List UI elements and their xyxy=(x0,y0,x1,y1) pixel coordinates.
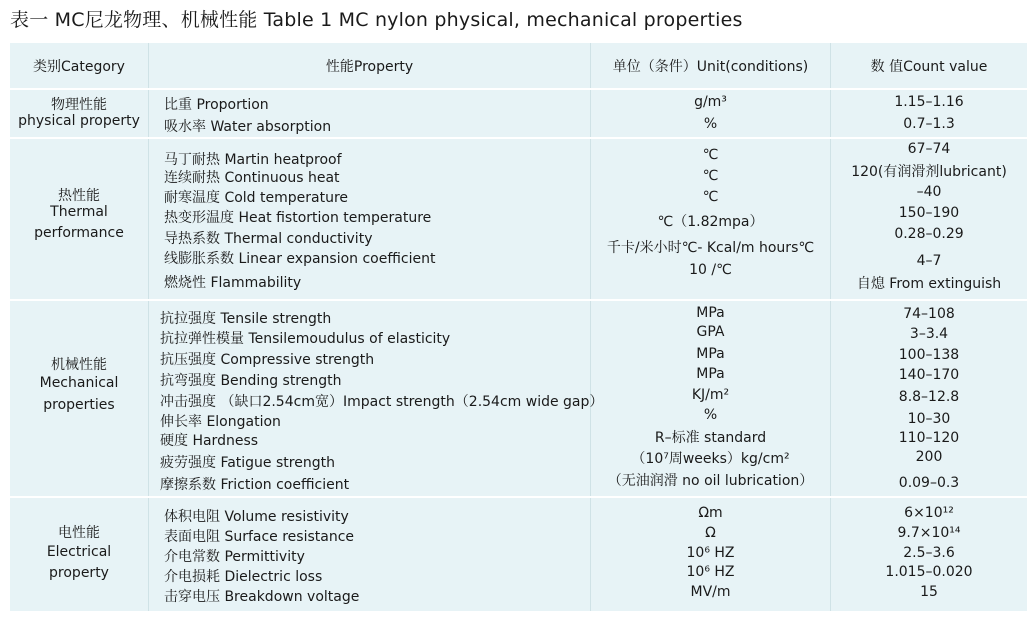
list-item: 疲劳强度 Fatigue strength xyxy=(160,455,335,471)
row-divider xyxy=(10,88,1027,90)
header-category: 类别Category xyxy=(33,59,125,75)
list-item: 140–170 xyxy=(898,367,960,383)
list-item: 抗拉弹性模量 Tensilemoudulus of elasticity xyxy=(160,331,451,347)
list-item: 摩擦系数 Friction coefficient xyxy=(160,477,350,493)
list-item: 67–74 xyxy=(907,141,951,157)
list-item: 120(有润滑剂lubricant) xyxy=(851,164,1007,180)
list-item: 6×10¹² xyxy=(904,505,954,521)
list-item: 表面电阻 Surface resistance xyxy=(164,529,355,545)
list-item: ℃ xyxy=(702,189,719,205)
list-item: 8.8–12.8 xyxy=(898,389,960,405)
list-item: ℃ xyxy=(702,147,719,163)
list-item: 15 xyxy=(920,584,938,600)
row-divider xyxy=(10,137,1027,139)
list-item: 200 xyxy=(915,449,943,465)
list-item: 110–120 xyxy=(898,430,960,446)
list-item: 冲击强度 （缺口2.54cm宽）Impact strength（2.54cm wide gap） xyxy=(160,394,604,410)
list-item: 0.7–1.3 xyxy=(903,116,955,132)
list-item: 3–3.4 xyxy=(909,326,949,342)
list-item: 0.28–0.29 xyxy=(894,226,964,242)
list-item: g/m³ xyxy=(694,94,727,110)
properties-table: 类别Category 性能Property 单位（条件）Unit(conditions) 数 值Count value 物理性能 physical property 比重 Proportion 吸水率 Water absorption g/m³ % 1.15–1.16 0.7–1.3 热性能 Thermal performance 马丁耐热 Martin heatproof 连续耐热 Continuous heat 耐寒温度 Cold temperature 热变形温度 Heat fistortion temperature 导热系数 Thermal conductivity 线膨胀系数 Linear expansion coefficient 燃烧性 Flammability ℃ ℃ ℃ ℃（1.82mpa） 千卡/米小时℃- Kcal/m hours℃ 10 /℃ 67–74 120(有润滑剂lubricant) –40 150–190 0.28–0.29 4–7 自熄 From extinguish 机械性能 Mechanical properties 抗拉强度 Tensile strength 抗拉弹性模量 Tensilemoudulus of elasticity 抗压强度 Compressive strength 抗弯强度 Bending strength 冲击强度 （缺口2.54cm宽）Impact strength（2.54cm wide gap） 伸长率 Elongation 硬度 Hardness 疲劳强度 Fatigue strength 摩擦系数 Friction coefficient MPa GPA MPa MPa KJ/m² % R–标准 standard （10⁷周weeks）kg/cm² （无油润滑 no oil lubrication） 74–108 3–3.4 100–138 140–170 8.8–12.8 10–30 110–120 200 0.09–0.3 电性能 Electrical property 体积电阻 Volume resistivity 表面电阻 Surface resistance 介电常数 Permittivity 介电损耗 Dielectric loss 击穿电压 Breakdown voltage Ωm Ω 10⁶ HZ 10⁶ HZ MV/m 6×10¹² 9.7×10¹⁴ 2.5–3.6 1.015–0.020 15 xyxy=(10,43,1027,611)
list-item: 100–138 xyxy=(898,347,960,363)
list-item: 自熄 From extinguish xyxy=(856,276,1002,292)
list-item: ℃（1.82mpa） xyxy=(657,214,764,230)
list-item: 耐寒温度 Cold temperature xyxy=(164,190,349,206)
column-divider xyxy=(148,43,149,611)
list-item: 4–7 xyxy=(916,253,942,269)
row-divider xyxy=(10,299,1027,301)
list-item: KJ/m² xyxy=(691,387,730,403)
list-item: 吸水率 Water absorption xyxy=(164,119,332,135)
list-item: Ω xyxy=(705,525,716,541)
list-item: 1.15–1.16 xyxy=(894,94,964,110)
list-item: （10⁷周weeks）kg/cm² xyxy=(631,451,790,467)
list-item: 千卡/米小时℃- Kcal/m hours℃ xyxy=(606,240,815,256)
list-item: 硬度 Hardness xyxy=(160,433,259,449)
list-item: 介电损耗 Dielectric loss xyxy=(164,569,323,585)
list-item: % xyxy=(703,116,718,132)
list-item: 伸长率 Elongation xyxy=(160,414,281,430)
header-unit: 单位（条件）Unit(conditions) xyxy=(612,59,809,75)
list-item: 比重 Proportion xyxy=(164,97,269,113)
list-item: GPA xyxy=(696,324,725,340)
header-property: 性能Property xyxy=(325,59,414,75)
list-item: % xyxy=(703,407,718,423)
list-item: 10 /℃ xyxy=(689,262,732,278)
list-item: 燃烧性 Flammability xyxy=(164,275,302,291)
list-item: R–标准 standard xyxy=(654,430,767,446)
list-item: 10–30 xyxy=(907,411,951,427)
list-item: 9.7×10¹⁴ xyxy=(897,525,961,541)
list-item: ℃ xyxy=(702,168,719,184)
list-item: 抗拉强度 Tensile strength xyxy=(160,311,332,327)
row-divider xyxy=(10,496,1027,498)
list-item: 150–190 xyxy=(898,205,960,221)
list-item: 击穿电压 Breakdown voltage xyxy=(164,589,360,605)
list-item: 导热系数 Thermal conductivity xyxy=(164,231,373,247)
list-item: 体积电阻 Volume resistivity xyxy=(164,509,349,525)
header-value: 数 值Count value xyxy=(870,59,988,75)
list-item: （无油润滑 no oil lubrication） xyxy=(607,473,814,489)
list-item: 介电常数 Permittivity xyxy=(164,549,305,565)
list-item: MPa xyxy=(696,346,725,362)
list-item: 10⁶ HZ xyxy=(686,564,735,580)
list-item: 1.015–0.020 xyxy=(885,564,973,580)
list-item: MV/m xyxy=(690,584,731,600)
list-item: 抗压强度 Compressive strength xyxy=(160,352,375,368)
list-item: –40 xyxy=(916,184,942,200)
list-item: MPa xyxy=(696,366,725,382)
list-item: 10⁶ HZ xyxy=(686,545,735,561)
list-item: 热变形温度 Heat fistortion temperature xyxy=(164,210,432,226)
list-item: 抗弯强度 Bending strength xyxy=(160,373,342,389)
list-item: 马丁耐热 Martin heatproof xyxy=(164,152,342,168)
list-item: MPa xyxy=(696,305,725,321)
list-item: 2.5–3.6 xyxy=(903,545,955,561)
list-item: 0.09–0.3 xyxy=(898,475,960,491)
list-item: 74–108 xyxy=(903,306,955,322)
list-item: Ωm xyxy=(698,505,723,521)
list-item: 线膨胀系数 Linear expansion coefficient xyxy=(164,251,436,267)
list-item: 连续耐热 Continuous heat xyxy=(164,170,340,186)
page-title: 表一 MC尼龙物理、机械性能 Table 1 MC nylon physical, mechanical properties xyxy=(10,9,743,31)
